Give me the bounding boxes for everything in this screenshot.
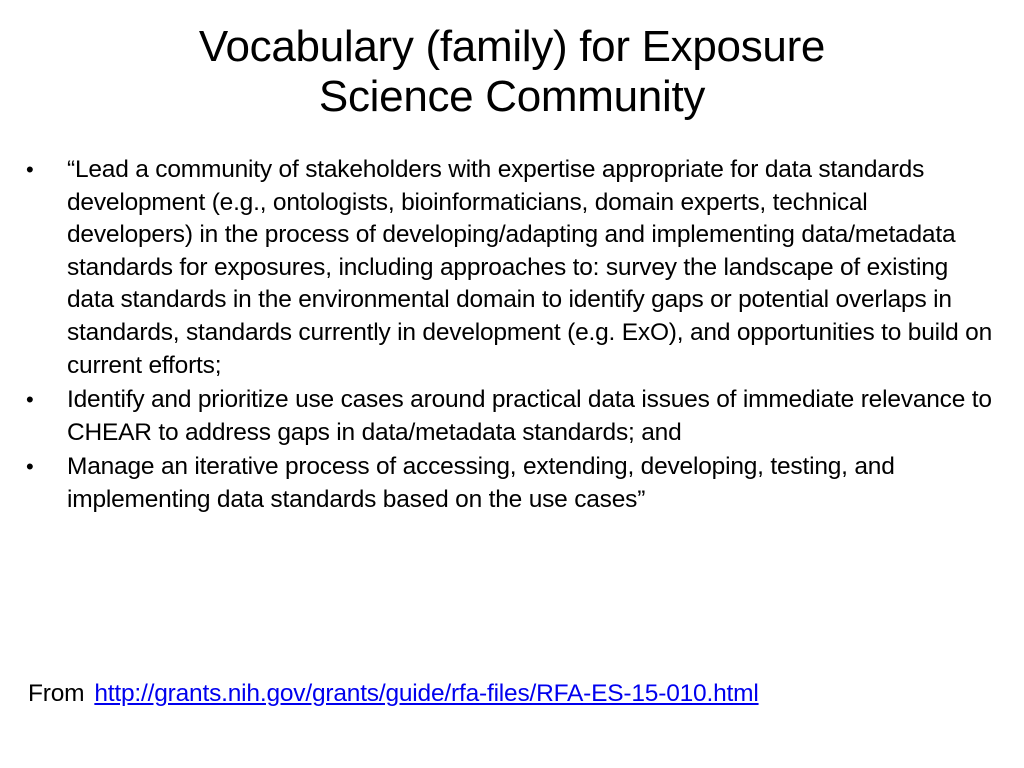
source-link[interactable]: http://grants.nih.gov/grants/guide/rfa-files/RFA-ES-15-010.html <box>94 680 759 707</box>
bullet-dot-icon: • <box>26 454 34 480</box>
slide-title <box>60 22 964 122</box>
bullet-text: Manage an iterative process of accessing, extending, developing, testing, and implementing data standards based on the use cases” <box>67 453 895 513</box>
bullet-item-identify-use-cases <box>22 384 994 449</box>
slide-title-line-2: Science Community <box>318 72 706 121</box>
source-line <box>28 678 759 710</box>
bullet-dot-icon: • <box>26 387 34 413</box>
bullet-text: “Lead a community of stakeholders with expertise appropriate for data standards development (e.g., ontologists, bioinformaticians, domain experts, technical developers) in the process of developing/adapting and implementing data/metadata standards for exposures, including approaches to: survey the landscape of existing data standards in the environmental domain to identify gaps or potential overlaps in standards, standards currently in development (e.g. ExO), and opportunities to build on current efforts; <box>67 156 993 379</box>
bullet-item-lead-community <box>22 154 994 382</box>
slide-title-line-1: Vocabulary (family) for Exposure <box>198 22 826 71</box>
bullet-item-manage-process <box>22 451 994 516</box>
bullet-text: Identify and prioritize use cases around practical data issues of immediate relevance to CHEAR to address gaps in data/metadata standards; and <box>67 386 992 446</box>
bullet-list <box>22 154 994 519</box>
bullet-dot-icon: • <box>26 157 34 182</box>
source-prefix: From <box>28 680 85 707</box>
